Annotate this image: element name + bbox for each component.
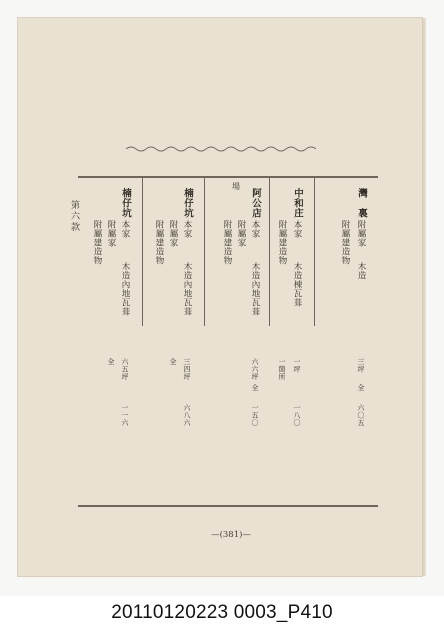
- column-divider: [269, 176, 270, 326]
- column-header: 楠仔坑: [120, 188, 131, 218]
- column-header: 楠仔坑: [182, 188, 193, 218]
- cell: 附屬建造物: [154, 220, 164, 265]
- table-top-rule: [78, 176, 378, 178]
- cell: 木造: [356, 262, 366, 280]
- document-page: [18, 18, 422, 576]
- cell: 木造內地瓦葺: [250, 262, 260, 316]
- cell: 一五〇: [251, 404, 259, 427]
- column-divider: [204, 176, 205, 326]
- cell: 附屬建造物: [92, 220, 102, 265]
- cell: 全: [169, 358, 177, 366]
- column-header: 中和庄: [292, 188, 303, 218]
- column-header: 灣 裏: [356, 188, 367, 218]
- cell: 本家: [250, 220, 260, 238]
- cell: 全: [357, 384, 365, 392]
- image-caption: 20110120223 0003_P410: [111, 602, 333, 623]
- table-bottom-rule: [78, 505, 378, 507]
- cell: 六六坪: [251, 358, 259, 381]
- cell: 木造內地瓦葺: [120, 262, 130, 316]
- cell: 一八〇: [293, 404, 301, 427]
- cell: 附屬家: [356, 220, 366, 247]
- cell: 六五坪: [121, 358, 129, 381]
- cell: 一坪: [293, 358, 301, 373]
- cell: 附屬家: [236, 220, 246, 247]
- cell: 六八六: [183, 404, 191, 427]
- cell: 附屬建造物: [222, 220, 232, 265]
- cell: 附屬建造物: [340, 220, 350, 265]
- cell: 三四坪: [183, 358, 191, 381]
- cell: 木造棟瓦葺: [292, 262, 302, 307]
- cell: 附屬家: [106, 220, 116, 247]
- cell: 附屬建造物: [277, 220, 287, 265]
- cell: 本家: [120, 220, 130, 238]
- page-edge: [422, 18, 426, 576]
- cell: 一箇所: [278, 358, 286, 381]
- cell: 六〇五: [357, 404, 365, 427]
- cell: 三坪: [357, 358, 365, 373]
- table-heading-mark: 場: [232, 182, 240, 191]
- cell: 全: [107, 358, 115, 366]
- cell: 附屬家: [168, 220, 178, 247]
- cell: 全: [251, 384, 259, 392]
- cell: 本家: [182, 220, 192, 238]
- cell: 木造內地瓦葺: [182, 262, 192, 316]
- page-number: —(381)—: [211, 530, 251, 540]
- decorative-wavy-rule: [126, 145, 316, 153]
- column-header: 阿公店: [250, 188, 261, 218]
- cell: 本家: [292, 220, 302, 238]
- column-divider: [314, 176, 315, 326]
- cell: 一一六: [121, 404, 129, 427]
- column-divider: [142, 176, 143, 326]
- section-label: 第六款: [69, 200, 79, 233]
